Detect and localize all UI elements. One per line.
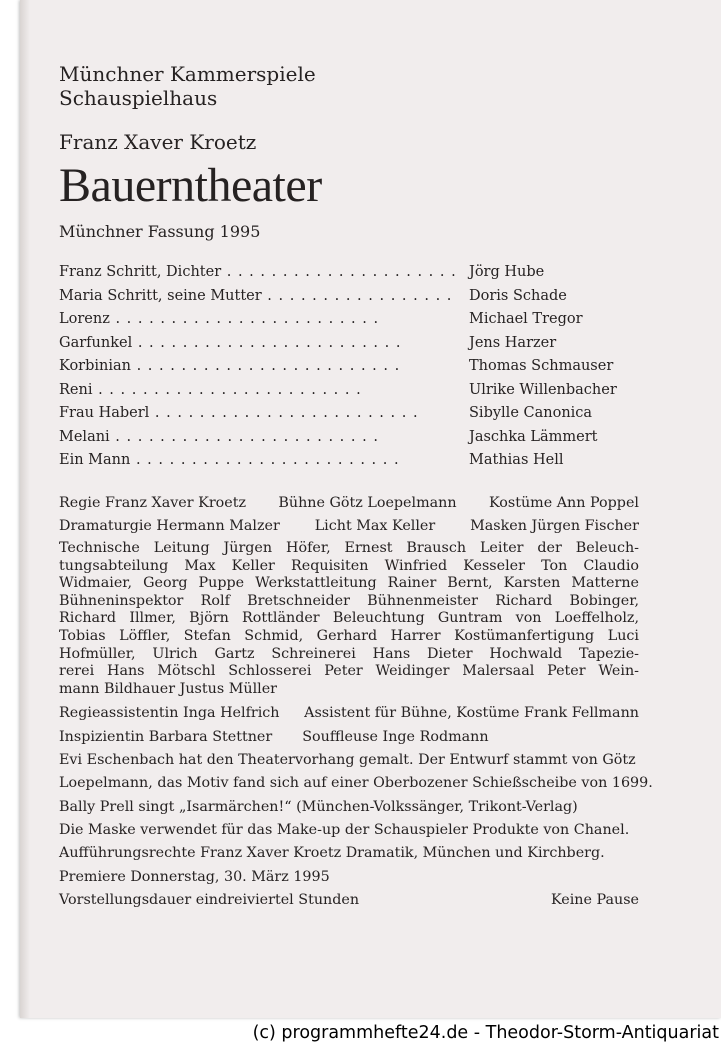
cast-row xyxy=(59,264,659,288)
actor-name: Doris Schade xyxy=(469,287,567,304)
actor-name: Sibylle Canonica xyxy=(469,405,593,421)
crew-line-assistants xyxy=(59,702,639,725)
credit-assistant-director: Regieassistentin Inga Helfrich xyxy=(59,705,280,722)
role-name: Franz Schritt, Dichter . . xyxy=(59,264,459,280)
crew-line-direction xyxy=(59,492,639,515)
technical-line: Technische Leitung Jürgen Höfer, Ernest Brausch Leiter der Beleuch- xyxy=(59,540,639,557)
role-name: Lorenz . . xyxy=(59,311,459,327)
author: Franz Xaver Kroetz xyxy=(59,130,257,154)
play-title: Bauerntheater xyxy=(59,159,322,212)
actor-name: Jens Harzer xyxy=(469,334,557,351)
duration-line xyxy=(59,889,639,912)
technical-line: mann Bildhauer Justus Müller xyxy=(59,680,278,697)
note-pause: Keine Pause xyxy=(550,891,639,908)
technical-credits xyxy=(59,540,639,698)
credit-prompter: Souffleuse Inge Rodmann xyxy=(302,728,489,745)
role-name: Garfunkel . . xyxy=(59,335,459,351)
technical-line: Hofmüller, Ulrich Gartz Schreinerei Hans Dieter Hochwald Tapezie- xyxy=(59,645,639,662)
version-note: Münchner Fassung 1995 xyxy=(59,222,261,241)
technical-line: Tobias Löffler, Stefan Schmid, Gerhard Harrer Kostümanfertigung Luci xyxy=(59,628,639,645)
theater-line-1: Münchner Kammerspiele xyxy=(59,62,316,86)
crew-line-dramaturgy xyxy=(59,515,639,538)
note-duration: Vorstellungsdauer eindreiviertel Stunden xyxy=(59,891,360,908)
role-name: Reni . . xyxy=(59,382,459,398)
technical-line: Widmaier, Georg Puppe Werkstattleitung Rainer Bernt, Karsten Matterne xyxy=(59,575,639,592)
credit-assistant-stage: Assistent für Bühne, Kostüme Frank Fellmann xyxy=(304,705,639,722)
actor-name: Mathias Hell xyxy=(469,452,564,468)
role-name: Frau Haberl . . xyxy=(59,405,459,421)
cast-row xyxy=(59,358,659,382)
note-rights: Aufführungsrechte Franz Xaver Kroetz Dramatik, München und Kirchberg. xyxy=(59,845,605,862)
crew-line-inspizienz xyxy=(59,726,639,749)
credit-inspizienz: Inspizientin Barbara Stettner xyxy=(59,728,273,745)
credit-masks: Masken Jürgen Fischer xyxy=(470,517,639,534)
actor-name: Thomas Schmauser xyxy=(469,358,614,374)
actor-name: Jaschka Lämmert xyxy=(469,428,598,445)
note-music: Bally Prell singt „Isarmärchen!“ (München-Volkssänger, Trikont-Verlag) xyxy=(59,798,578,815)
credit-costumes: Kostüme Ann Poppel xyxy=(488,494,639,511)
technical-line: tungsabteilung Max Keller Requisiten Winfried Kesseler Ton Claudio xyxy=(59,557,639,574)
credit-light: Licht Max Keller xyxy=(314,517,436,534)
actor-name: Ulrike Willenbacher xyxy=(469,381,617,398)
note-curtain-line-1: Evi Eschenbach hat den Theatervorhang gemalt. Der Entwurf stammt von Götz xyxy=(59,752,636,769)
technical-line: Bühneninspektor Rolf Bretschneider Bühnenmeister Richard Bobinger, xyxy=(59,592,639,609)
cast-row xyxy=(59,452,659,476)
cast-row xyxy=(59,335,659,359)
technical-line: rerei Hans Mötschl Schlosserei Peter Weidinger Malersaal Peter Wein- xyxy=(59,663,639,680)
cast-row xyxy=(59,429,659,453)
crew-credits xyxy=(59,492,653,913)
credit-dramaturgy: Dramaturgie Hermann Malzer xyxy=(59,517,280,534)
note-premiere: Premiere Donnerstag, 30. März 1995 xyxy=(59,868,330,885)
cast-row xyxy=(59,382,659,406)
cast-list xyxy=(59,264,659,476)
cast-row xyxy=(59,405,659,429)
role-name: Ein Mann . . xyxy=(59,452,459,468)
cast-row xyxy=(59,311,659,335)
actor-name: Michael Tregor xyxy=(469,311,583,327)
credit-direction: Regie Franz Xaver Kroetz xyxy=(59,494,246,511)
watermark: (c) programmhefte24.de - Theodor-Storm-Antiquariat xyxy=(252,1023,719,1043)
role-name: Melani . . xyxy=(59,429,459,445)
role-name: Maria Schritt, seine Mutter . . xyxy=(59,288,459,304)
cast-row xyxy=(59,288,659,312)
credit-stage: Bühne Götz Loepelmann xyxy=(278,494,457,511)
theater-line-2: Schauspielhaus xyxy=(59,86,218,110)
program-page xyxy=(20,0,721,1018)
note-makeup: Die Maske verwendet für das Make-up der Schauspieler Produkte von Chanel. xyxy=(59,821,630,838)
program-content xyxy=(59,62,659,912)
role-name: Korbinian . . xyxy=(59,358,459,374)
actor-name: Jörg Hube xyxy=(469,264,545,280)
technical-line: Richard Illmer, Björn Rottländer Beleuchtung Guntram von Loeffelholz, xyxy=(59,610,639,627)
note-curtain-line-2: Loepelmann, das Motiv fand sich auf einer Oberbozener Schießscheibe von 1699. xyxy=(59,775,653,792)
theater-name xyxy=(59,62,659,110)
